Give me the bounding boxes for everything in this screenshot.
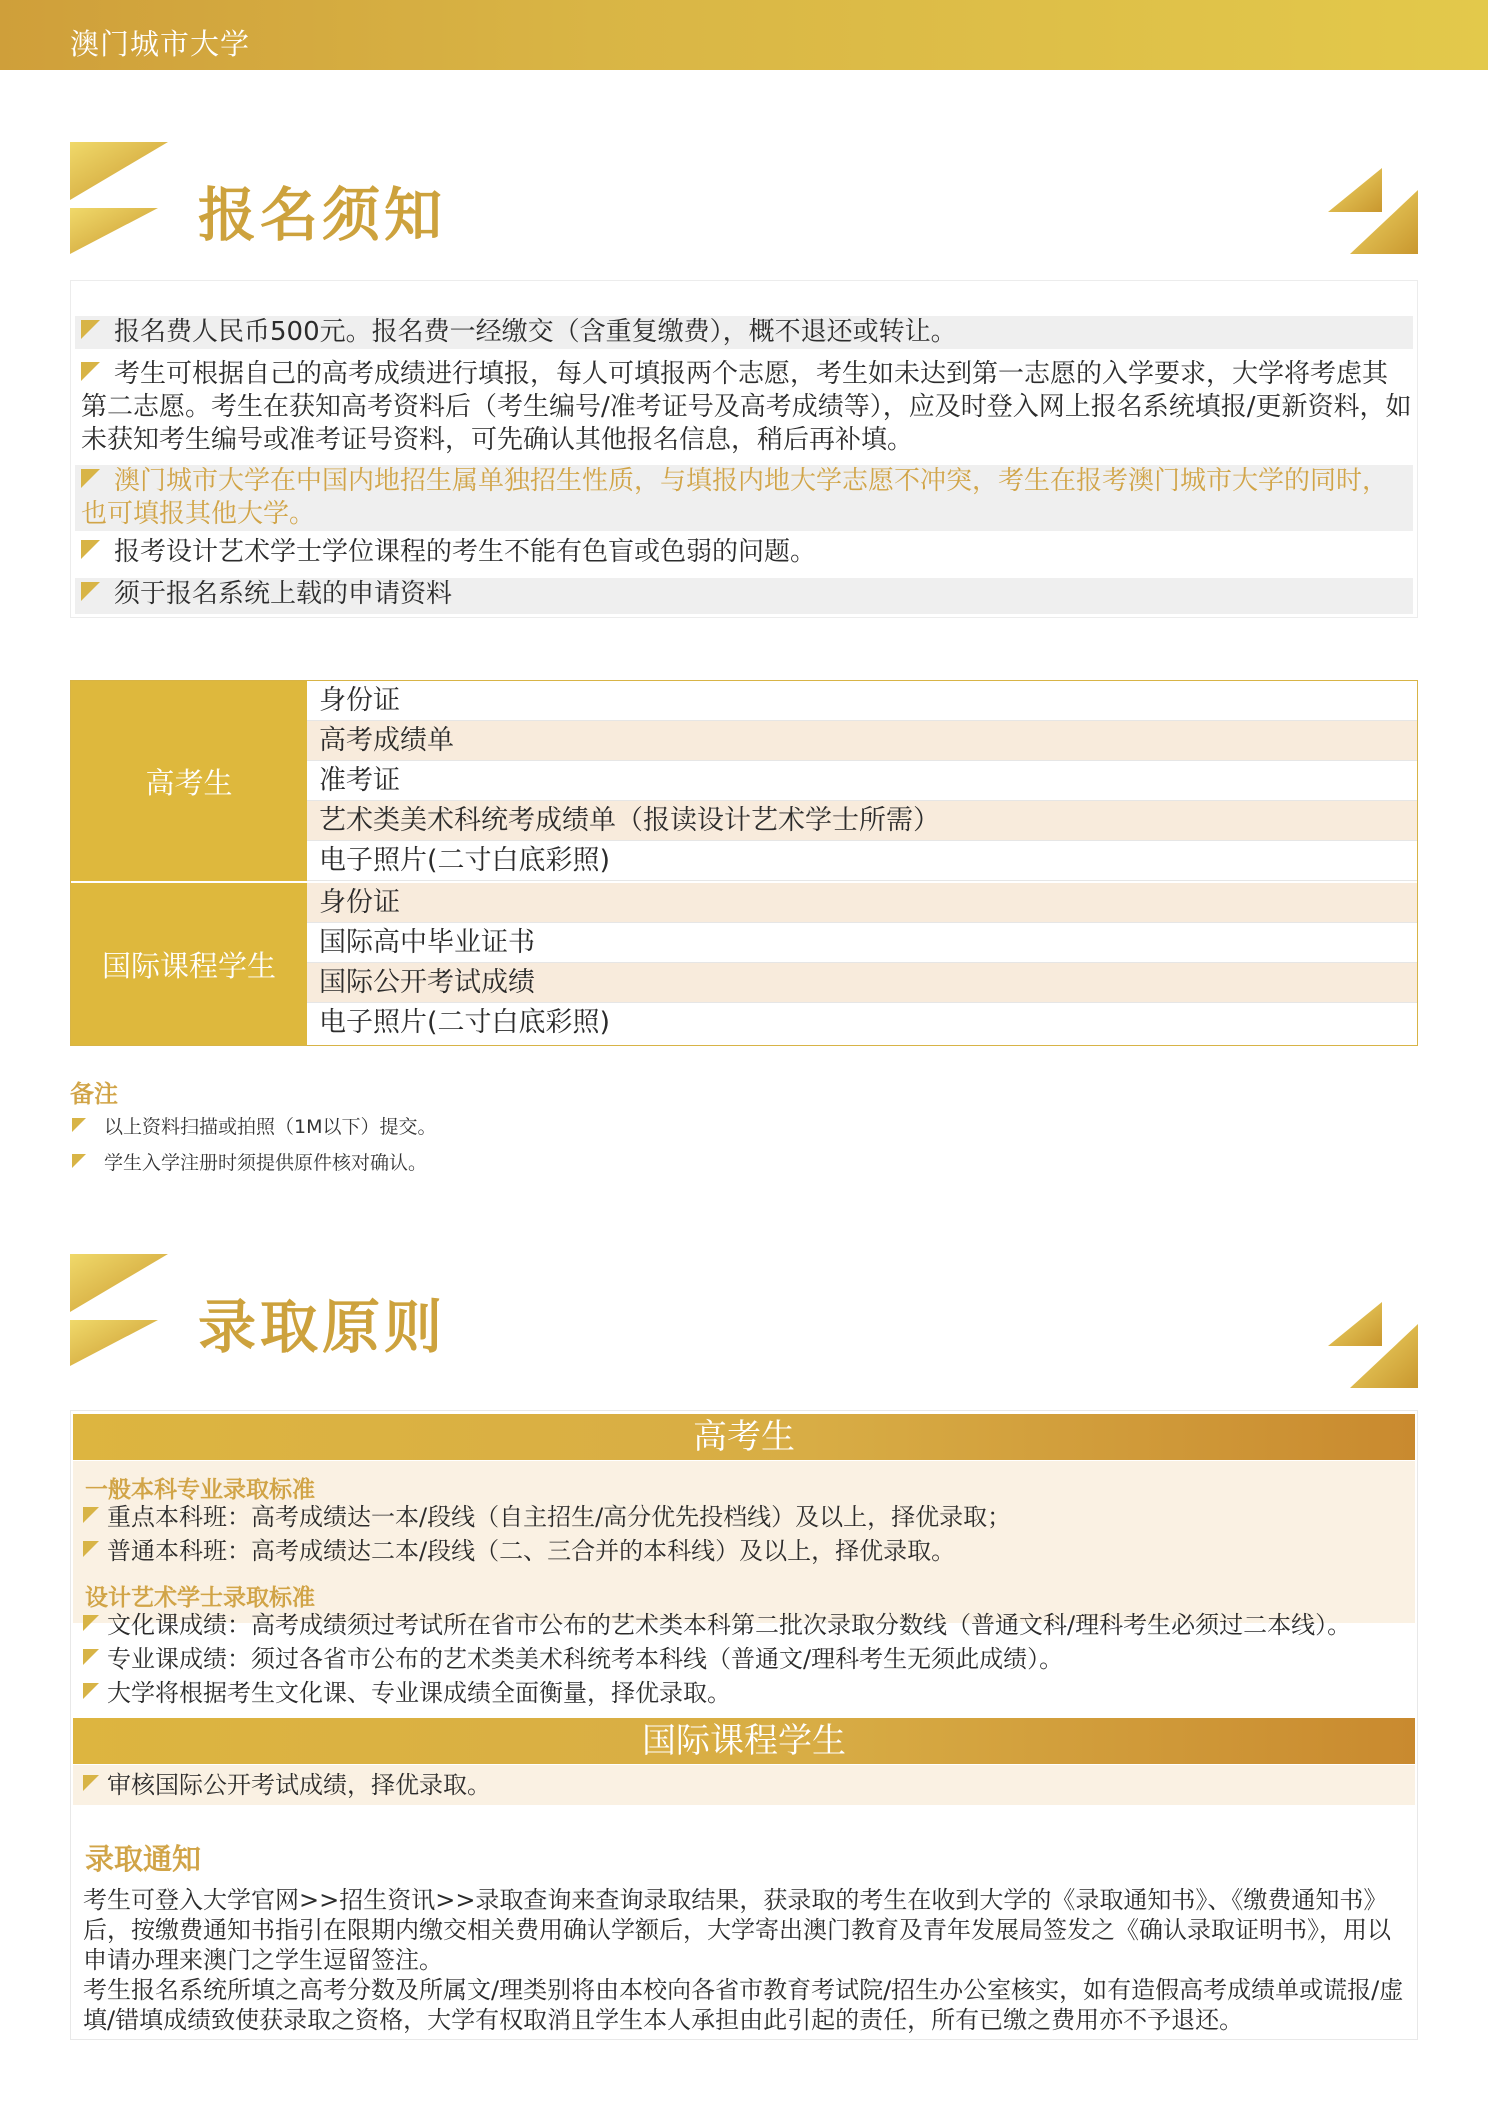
band-gaokao: 高考生 <box>73 1414 1415 1460</box>
group-gaokao: 高考生 <box>71 681 307 883</box>
corner-deco-icon <box>1328 1302 1418 1388</box>
table-row: 电子照片(二寸白底彩照) <box>319 1007 611 1038</box>
corner-deco-icon <box>1328 168 1418 254</box>
triangle-bullet-icon <box>83 1775 99 1791</box>
list-item: 报考设计艺术学士学位课程的考生不能有色盲或色弱的问题。 <box>75 536 1413 569</box>
table-row: 高考成绩单 <box>307 721 1417 761</box>
table-row: 国际高中毕业证书 <box>307 923 1417 963</box>
top-banner <box>0 0 1488 70</box>
triangle-bullet-icon <box>83 1507 99 1523</box>
list-item: 澳门城市大学在中国内地招生属单独招生性质，与填报内地大学志愿不冲突，考生在报考澳门城市大学的同时，也可填报其他大学。 <box>75 465 1413 531</box>
section-title: 报名须知 <box>198 181 447 249</box>
table-row: 电子照片(二寸白底彩照) <box>307 841 1417 881</box>
triangle-bullet-icon <box>72 1118 86 1132</box>
section-logo-icon <box>70 142 170 254</box>
admission-notice-title: 录取通知 <box>85 1842 202 1876</box>
general-standard-title: 一般本科专业录取标准 <box>85 1477 315 1503</box>
notice-paragraph: 考生报名系统所填之高考分数及所属文/理类别将由本校向各省市教育考试院/招生办公室核实，如有造假高考成绩单或谎报/虚填/错填成绩致使获录取之资格，大学有权取消且学生本人承担由此引起的责任，所有已缴之费用亦不予退还。 <box>83 1976 1404 2034</box>
section-header-admission <box>70 1254 1418 1374</box>
band-international: 国际课程学生 <box>73 1718 1415 1764</box>
triangle-bullet-icon <box>81 582 100 601</box>
table-row: 艺术类美术科统考成绩单（报读设计艺术学士所需） <box>307 801 1417 841</box>
list-item: 大学将根据考生文化课、专业课成绩全面衡量，择优录取。 <box>83 1677 731 1709</box>
design-standard-title: 设计艺术学士录取标准 <box>85 1585 315 1611</box>
triangle-bullet-icon <box>83 1615 99 1631</box>
list-item: 考生可根据自己的高考成绩进行填报，每人可填报两个志愿，考生如未达到第一志愿的入学要求，大学将考虑其第二志愿。考生在获知高考资料后（考生编号/准考证号及高考成绩等），应及时登入网上报名系统填报/更新资料，如未获知考生编号或准考证号资料，可先确认其他报名信息，稍后再补填。 <box>81 359 1412 455</box>
list-item: 审核国际公开考试成绩，择优录取。 <box>83 1769 491 1801</box>
list-item: 报名费人民币500元。报名费一经缴交（含重复缴费），概不退还或转让。 <box>75 316 1413 349</box>
triangle-bullet-icon <box>83 1649 99 1665</box>
table-row: 国际公开考试成绩 <box>307 963 1417 1003</box>
triangle-bullet-icon <box>83 1683 99 1699</box>
school-name: 澳门城市大学 <box>70 27 251 61</box>
list-item: 须于报名系统上载的申请资料 <box>75 578 1413 614</box>
list-item: 文化课成绩：高考成绩须过考试所在省市公布的艺术类本科第二批次录取分数线（普通文科/理科考生必须过二本线）。 <box>83 1609 1351 1641</box>
section-title: 录取原则 <box>198 1293 447 1361</box>
section-header-registration <box>70 142 1418 262</box>
group-international: 国际课程学生 <box>71 883 307 1045</box>
triangle-bullet-icon <box>81 469 100 488</box>
list-item: 重点本科班：高考成绩达一本/段线（自主招生/高分优先投档线）及以上，择优录取； <box>83 1501 1011 1533</box>
list-item: 专业课成绩：须过各省市公布的艺术类美术科统考本科线（普通文/理科考生无须此成绩）。 <box>83 1643 1063 1675</box>
remarks-title: 备注 <box>70 1080 118 1108</box>
requirements-table <box>70 680 1418 1046</box>
remark-item: 学生入学注册时须提供原件核对确认。 <box>72 1148 427 1175</box>
remark-item: 以上资料扫描或拍照（1M以下）提交。 <box>72 1112 436 1139</box>
list-item: 普通本科班：高考成绩达二本/段线（二、三合并的本科线）及以上，择优录取。 <box>83 1535 955 1567</box>
registration-notes <box>70 280 1418 618</box>
triangle-bullet-icon <box>72 1154 86 1168</box>
section-logo-icon <box>70 1254 170 1366</box>
admission-rules <box>70 1410 1418 2040</box>
triangle-bullet-icon <box>81 362 100 381</box>
table-row: 准考证 <box>307 761 1417 801</box>
table-row: 身份证 <box>307 681 1417 721</box>
triangle-bullet-icon <box>81 540 100 559</box>
table-row: 身份证 <box>307 883 1417 923</box>
triangle-bullet-icon <box>83 1541 99 1557</box>
triangle-bullet-icon <box>81 320 100 339</box>
notice-paragraph: 考生可登入大学官网>>招生资讯>>录取查询来查询录取结果，获录取的考生在收到大学的《录取通知书》、《缴费通知书》后，按缴费通知书指引在限期内缴交相关费用确认学额后，大学寄出澳门教育及青年发展局签发之《确认录取证明书》，用以申请办理来澳门之学生逗留签注。 <box>83 1886 1391 1974</box>
